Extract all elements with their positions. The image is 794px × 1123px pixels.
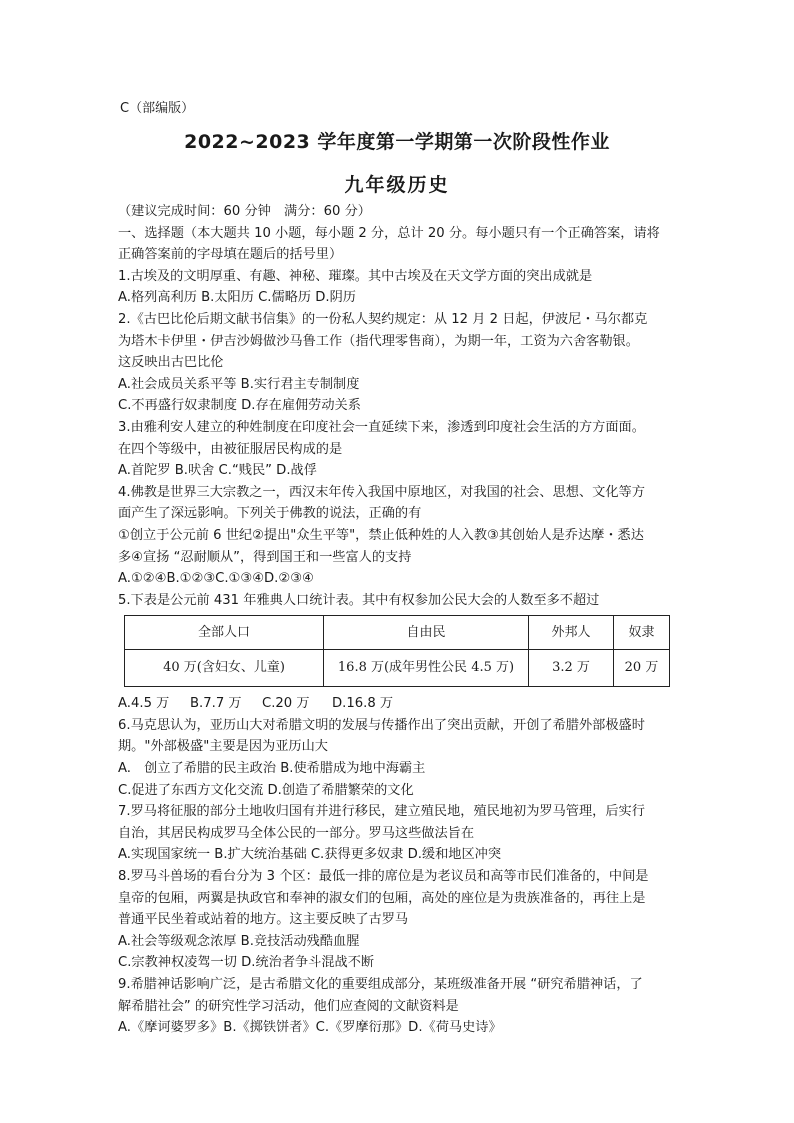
q9-options: A.《摩诃婆罗多》B.《掷铁饼者》C.《罗摩衍那》D.《荷马史诗》 (118, 1020, 502, 1036)
q6-stem: 期。"外部极盛"主要是因为亚历山大 (118, 739, 328, 755)
q5-options (118, 693, 678, 715)
section-instructions-line: 正确答案前的字母填在题后的括号里） (118, 247, 343, 263)
edition-label: C（部编版） (120, 101, 195, 116)
q4-stem: ①创立于公元前 6 世纪②提出"众生平等"，禁止低种姓的人入教③其创始人是乔达摩・悉达 (118, 527, 644, 543)
page-title: 2022~2023 学年度第一学期第一次阶段性作业 (184, 131, 610, 153)
exam-info: （建议完成时间：60 分钟 满分：60 分） (118, 204, 371, 219)
q3-stem: 在四个等级中，由被征服居民构成的是 (118, 441, 343, 457)
q2-stem: 这反映出古巴比伦 (118, 355, 224, 371)
q2-options: A.社会成员关系平等 B.实行君主专制制度 (118, 376, 360, 392)
q5-option-b: B.7.7 万 (190, 696, 242, 712)
q8-stem: 皇帝的包厢，两翼是执政官和奉神的淑女们的包厢，高处的座位是为贵族准备的，再往上是 (118, 890, 646, 906)
table-header-cell: 自由民 (324, 616, 529, 649)
page-subtitle: 九年级历史 (344, 174, 450, 196)
q7-stem: 自治，其居民构成罗马全体公民的一部分。罗马这些做法旨在 (118, 825, 475, 841)
q5-option-d: D.16.8 万 (332, 696, 394, 712)
q2-stem: 为塔木卡伊里・伊吉沙姆做沙马鲁工作（指代理零售商），为期一年，工资为六舍客勒银。 (118, 333, 639, 349)
q1-options: A.格列高利历 B.太阳历 C.儒略历 D.阴历 (118, 290, 356, 306)
q6-stem: 6.马克思认为，亚历山大对希腊文明的发展与传播作出了突出贡献，开创了希腊外部极盛时 (118, 717, 645, 733)
table-cell: 20 万 (614, 649, 670, 687)
q2-options: C.不再盛行奴隶制度 D.存在雇佣劳动关系 (118, 398, 361, 414)
q8-stem: 8.罗马斗兽场的看台分为 3 个区：最低一排的席位是为老议员和高等市民们准备的，中间是 (118, 869, 649, 885)
section-instructions-line: 一、选择题（本大题共 10 小题，每小题 2 分，总计 20 分。每小题只有一个正确答案，请将 (118, 225, 660, 241)
table-header-cell: 外邦人 (529, 616, 614, 649)
q9-stem: 9.希腊神话影响广泛，是古希腊文化的重要组成部分，某班级准备开展 “研究希腊神话，了 (118, 977, 643, 992)
q3-stem: 3.由雅利安人建立的种姓制度在印度社会一直延续下来，渗透到印度社会生活的方方面面。 (118, 419, 645, 435)
q9-stem: 解希腊社会” 的研究性学习活动，他们应查阅的文献资料是 (118, 998, 459, 1014)
q5-option-a: A.4.5 万 (118, 696, 170, 712)
table-header-cell: 奴隶 (614, 616, 670, 649)
q8-options: A.社会等级观念浓厚 B.竞技活动残酷血腥 (118, 933, 360, 949)
q6-options: A. 创立了希腊的民主政治 B.使希腊成为地中海霸主 (118, 761, 426, 777)
q4-options: A.①②④B.①②③C.①③④D.②③④ (118, 571, 314, 587)
population-table-wrapper (124, 615, 678, 687)
q8-stem: 普通平民坐着或站着的地方。这主要反映了古罗马 (118, 912, 409, 928)
q2-stem: 2.《古巴比伦后期文献书信集》的一份私人契约规定：从 12 月 2 日起，伊波尼・马尔都克 (118, 311, 648, 327)
q7-stem: 7.罗马将征服的部分土地收归国有并进行移民，建立殖民地，殖民地初为罗马管理，后实行 (118, 804, 645, 820)
table-cell: 3.2 万 (529, 649, 614, 687)
q6-options: C.促进了东西方文化交流 D.创造了希腊繁荣的文化 (118, 782, 414, 798)
q4-stem: 多④宣扬 “忍耐顺从”，得到国王和一些富人的支持 (118, 549, 412, 565)
table-row (125, 649, 670, 687)
table-header-cell: 全部人口 (125, 616, 324, 649)
q4-stem: 4.佛教是世界三大宗教之一，西汉末年传入我国中原地区，对我国的社会、思想、文化等方 (118, 484, 645, 500)
q4-stem: 面产生了深远影响。下列关于佛教的说法，正确的有 (118, 506, 422, 522)
q5-stem: 5.下表是公元前 431 年雅典人口统计表。其中有权参加公民大会的人数至多不超过 (118, 592, 600, 608)
population-table (124, 615, 670, 687)
table-cell: 40 万(含妇女、儿童) (125, 649, 324, 687)
table-header-row (125, 616, 670, 649)
exam-body (118, 201, 678, 1039)
q5-option-c: C.20 万 (262, 696, 310, 712)
q3-options: A.首陀罗 B.吠舍 C.“贱民” D.战俘 (118, 463, 317, 479)
q1-stem: 1.古埃及的文明厚重、有趣、神秘、璀璨。其中古埃及在天文学方面的突出成就是 (118, 268, 593, 284)
q8-options: C.宗教神权凌驾一切 D.统治者争斗混战不断 (118, 955, 375, 971)
q7-options: A.实现国家统一 B.扩大统治基础 C.获得更多奴隶 D.缓和地区冲突 (118, 847, 502, 863)
table-cell: 16.8 万(成年男性公民 4.5 万) (324, 649, 529, 687)
